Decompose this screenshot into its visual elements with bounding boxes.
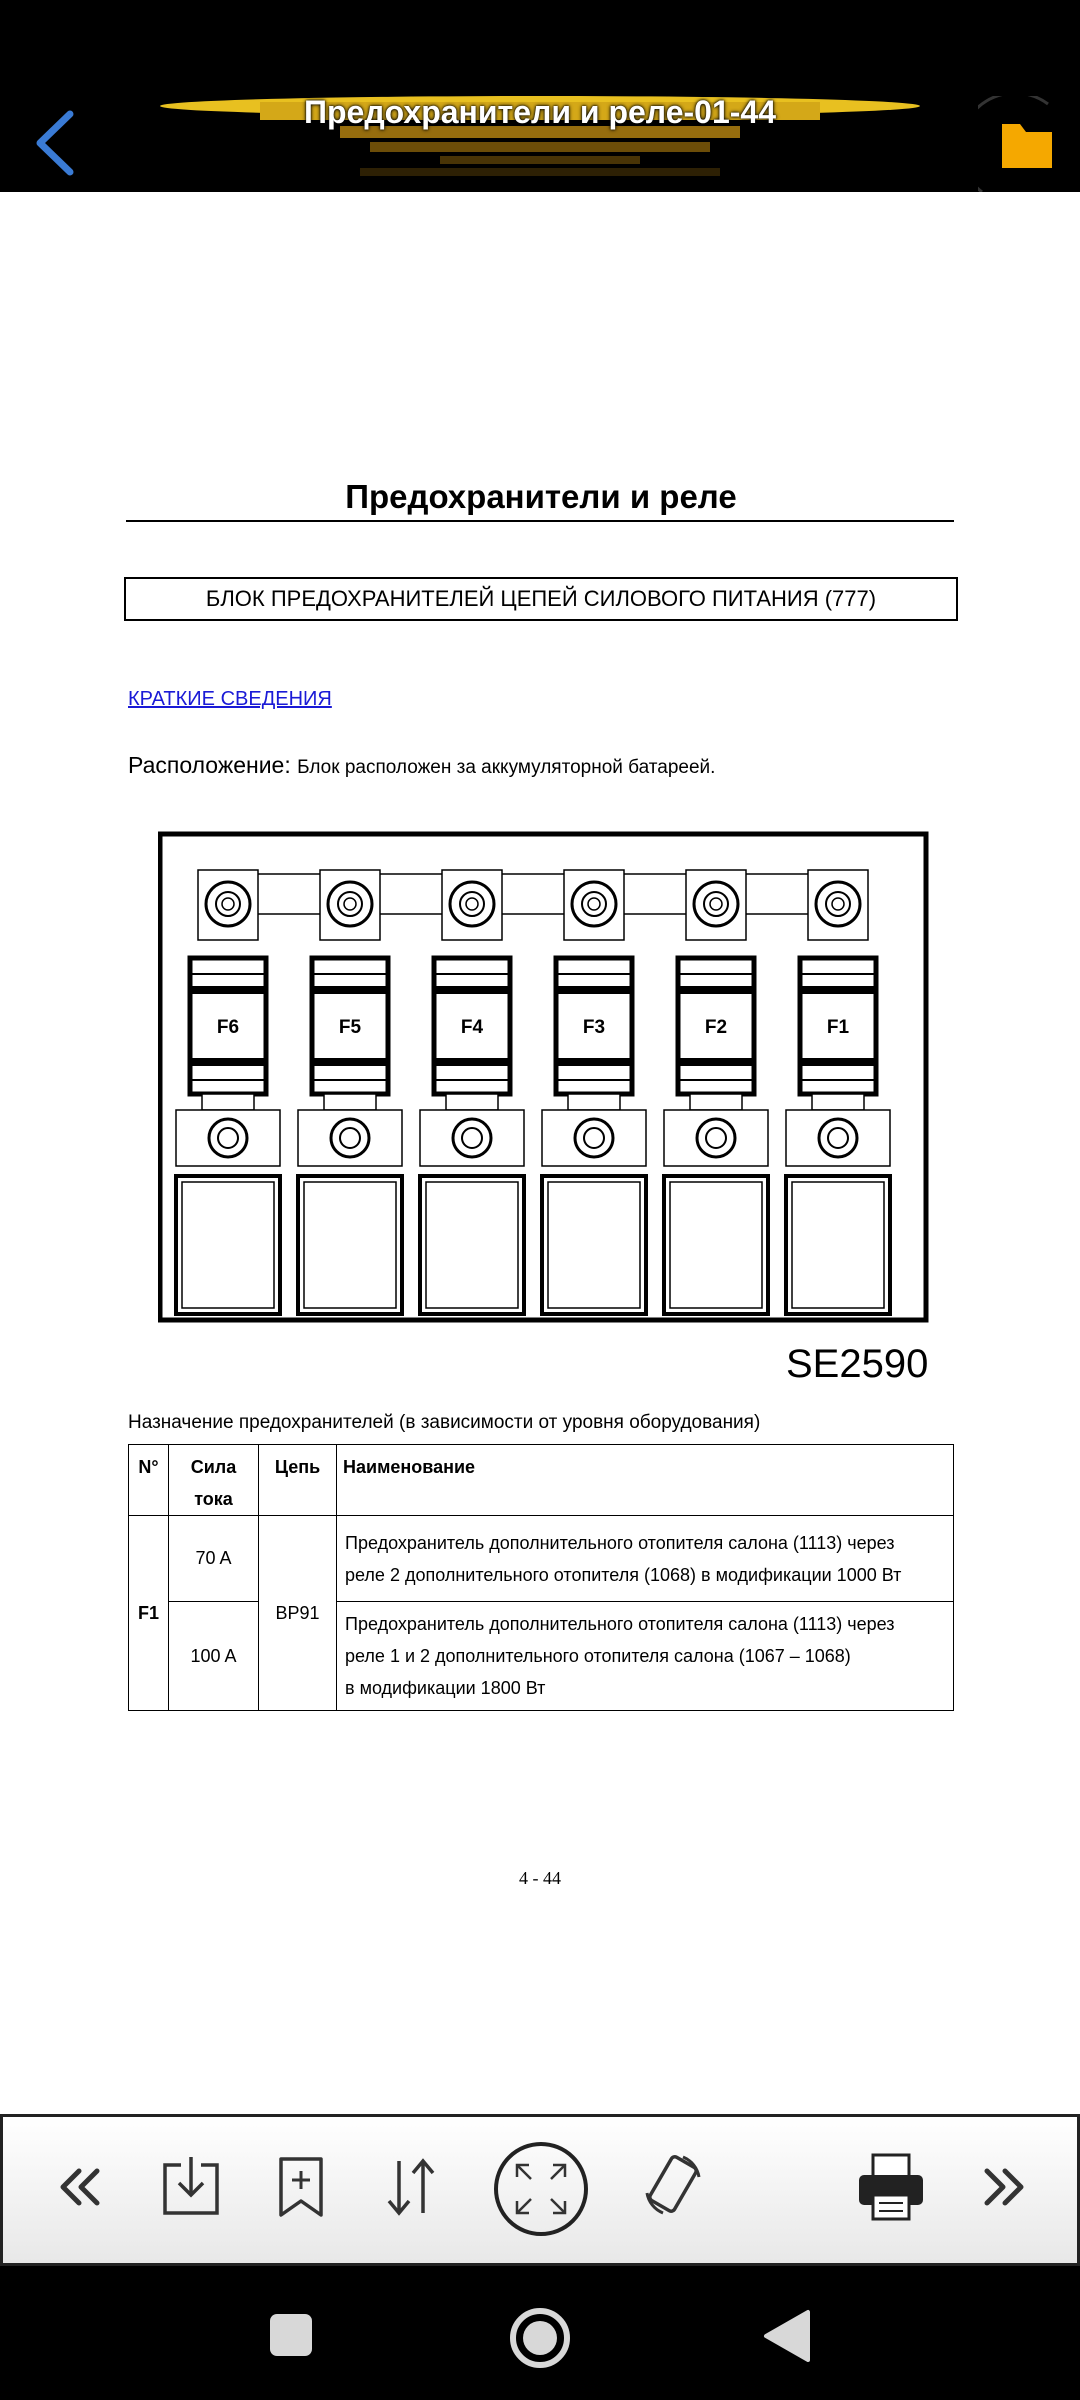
fullscreen-button[interactable] — [493, 2141, 589, 2237]
print-icon — [851, 2147, 931, 2227]
page-number: 4 - 44 — [519, 1868, 561, 1888]
sort-icon — [371, 2147, 451, 2227]
table-header-row — [129, 1445, 954, 1516]
page-title: Предохранители и реле-01-44 — [303, 94, 776, 130]
header-num: N° — [129, 1445, 169, 1516]
first-page-icon — [43, 2147, 123, 2227]
summary-link[interactable]: КРАТКИЕ СВЕДЕНИЯ — [128, 688, 332, 710]
fuse-label: F4 — [460, 1017, 484, 1038]
last-page-button[interactable] — [961, 2147, 1041, 2227]
description-line: Предохранитель дополнительного отопителя салона (1113) через — [345, 1532, 895, 1553]
system-back-button[interactable] — [760, 2308, 812, 2364]
header-circuit: Цепь — [259, 1445, 337, 1516]
header-current: Сила тока — [169, 1445, 259, 1516]
folder-icon — [978, 96, 1068, 192]
fullscreen-icon — [493, 2141, 589, 2237]
folder-button[interactable] — [978, 96, 1068, 192]
bookmark-add-button[interactable] — [261, 2147, 341, 2227]
description-cell — [337, 1516, 954, 1602]
location-value: Блок расположен за аккумуляторной батареей. — [297, 757, 716, 778]
rotate-icon — [633, 2147, 713, 2227]
fuse-label: F2 — [704, 1017, 728, 1038]
description-line: Предохранитель дополнительного отопителя салона (1113) через — [345, 1614, 895, 1634]
top-bar — [0, 0, 1080, 192]
circuit-cell: BP91 — [259, 1516, 337, 1711]
location-label: Расположение: — [128, 752, 291, 778]
fuse-label: F1 — [826, 1017, 850, 1038]
table-row — [129, 1602, 954, 1711]
header-name: Наименование — [337, 1445, 954, 1516]
system-navigation-bar — [0, 2266, 1080, 2400]
table-caption: Назначение предохранителей (в зависимости от уровня оборудования) — [128, 1412, 761, 1433]
rotate-button[interactable] — [633, 2147, 713, 2227]
recents-icon — [266, 2310, 316, 2360]
table-row — [129, 1516, 954, 1602]
back-button[interactable] — [22, 100, 92, 186]
current-cell: 70 A — [169, 1516, 259, 1602]
fuse-block-diagram — [158, 830, 930, 1326]
heading-divider — [126, 520, 954, 522]
diagram-code: SE2590 — [786, 1342, 929, 1386]
fuse-label: F3 — [582, 1017, 606, 1038]
description-line: реле 1 и 2 дополнительного отопителя салона (1067 – 1068) — [345, 1646, 851, 1666]
bookmark-add-icon — [261, 2147, 341, 2227]
document-heading: Предохранители и реле — [345, 478, 737, 515]
fuse-id-cell: F1 — [129, 1516, 169, 1711]
print-button[interactable] — [851, 2147, 931, 2227]
description-line: в модификации 1800 Вт — [345, 1678, 546, 1698]
download-button[interactable] — [151, 2147, 231, 2227]
home-icon — [508, 2306, 572, 2370]
current-cell: 100 A — [169, 1602, 259, 1711]
last-page-icon — [961, 2147, 1041, 2227]
download-icon — [151, 2147, 231, 2227]
back-icon — [760, 2308, 812, 2364]
location-row — [128, 752, 715, 779]
block-title: БЛОК ПРЕДОХРАНИТЕЛЕЙ ЦЕПЕЙ СИЛОВОГО ПИТАНИЯ (777) — [124, 577, 958, 621]
fuse-table — [128, 1444, 954, 1711]
bottom-toolbar — [0, 2114, 1080, 2266]
sort-button[interactable] — [371, 2147, 451, 2227]
home-button[interactable] — [508, 2306, 572, 2370]
description-line: реле 2 дополнительного отопителя (1068) в модификации 1000 Вт — [345, 1564, 902, 1585]
recents-button[interactable] — [266, 2310, 316, 2360]
fuse-label: F5 — [338, 1017, 362, 1038]
fuse-label: F6 — [216, 1017, 240, 1038]
chevron-left-icon — [22, 100, 92, 186]
description-cell — [337, 1602, 954, 1711]
first-page-button[interactable] — [43, 2147, 123, 2227]
